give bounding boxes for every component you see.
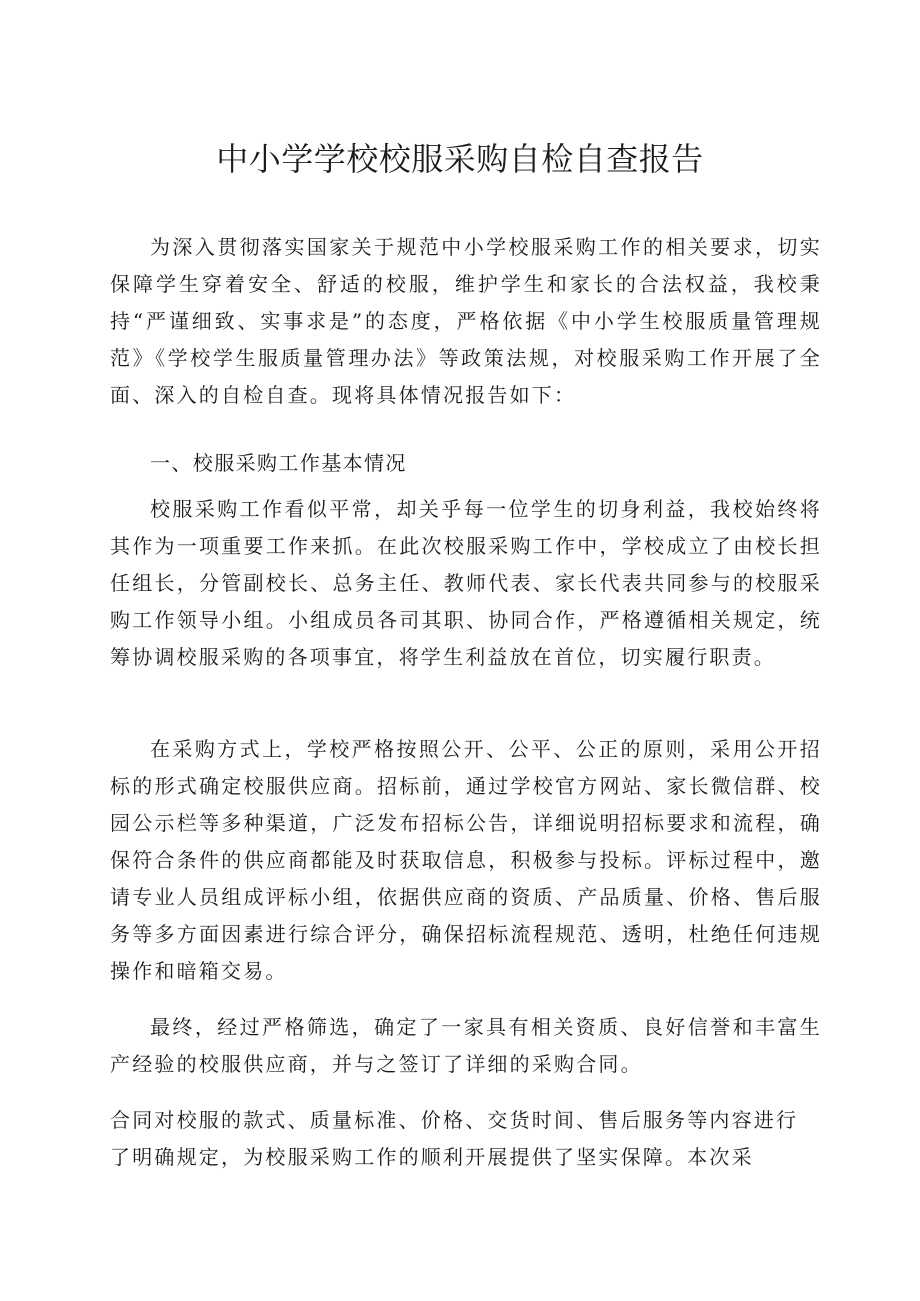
body-paragraph-3: 最终，经过严格筛选，确定了一家具有相关资质、良好信誉和丰富生产经验的校服供应商，并与之签订了详细的采购合同。 bbox=[110, 1015, 822, 1076]
body-paragraph-1: 校服采购工作看似平常，却关乎每一位学生的切身利益，我校始终将其作为一项重要工作来抓。在此次校服采购工作中，学校成立了由校长担任组长，分管副校长、总务主任、教师代表、家长代表共同参与的校服采购工作领导小组。小组成员各司其职、协同合作，严格遵循相关规定，统筹协调校服采购的各项事宜，将学生利益放在首位，切实履行职责。 bbox=[110, 497, 822, 669]
continuation-block bbox=[110, 1102, 810, 1176]
section-1-block bbox=[110, 445, 822, 482]
section-1-heading: 一、校服采购工作基本情况 bbox=[150, 451, 407, 475]
intro-block bbox=[110, 229, 822, 414]
document-title: 中小学学校校服采购自检自查报告 bbox=[216, 140, 704, 178]
section-1-body bbox=[110, 491, 822, 676]
continuation-paragraph: 合同对校服的款式、质量标准、价格、交货时间、售后服务等内容进行了明确规定，为校服采购工作的顺利开展提供了坚实保障。本次采 bbox=[110, 1108, 799, 1169]
intro-paragraph: 为深入贯彻落实国家关于规范中小学校服采购工作的相关要求，切实保障学生穿着安全、舒适的校服，维护学生和家长的合法权益，我校秉持“严谨细致、实事求是”的态度，严格依据《中小学生校服质量管理规范》《学校学生服质量管理办法》等政策法规，对校服采购工作开展了全面、深入的自检自查。现将具体情况报告如下： bbox=[110, 235, 822, 407]
section-1-body-2 bbox=[110, 731, 822, 990]
body-paragraph-2: 在采购方式上，学校严格按照公开、公平、公正的原则，采用公开招标的形式确定校服供应商。招标前，通过学校官方网站、家长微信群、校园公示栏等多种渠道，广泛发布招标公告，详细说明招标要求和流程，确保符合条件的供应商都能及时获取信息，积极参与投标。评标过程中，邀请专业人员组成评标小组，依据供应商的资质、产品质量、价格、售后服务等多方面因素进行综合评分，确保招标流程规范、透明，杜绝任何违规操作和暗箱交易。 bbox=[110, 737, 822, 983]
section-1-body-3 bbox=[110, 1009, 822, 1083]
